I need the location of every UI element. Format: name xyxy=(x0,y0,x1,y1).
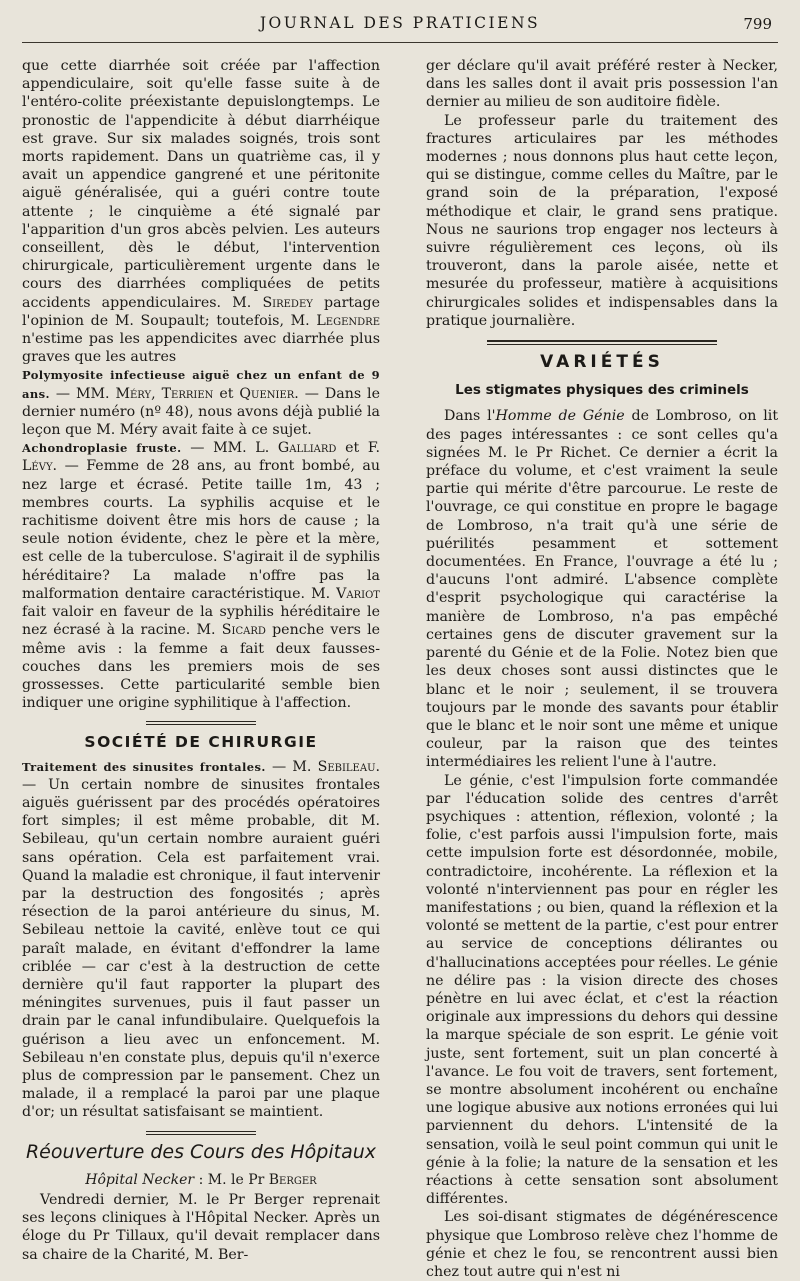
page-number: 799 xyxy=(743,15,772,33)
paragraph: Vendredi dernier, M. le Pr Berger reprenait ses leçons cliniques à l'Hôpital Necker. Après un éloge du Pr Tillaux, qu'il devait remplacer dans sa chaire de la Charité, M. Ber- xyxy=(22,1191,380,1263)
section-heading: VARIÉTÉS xyxy=(540,352,664,373)
section-divider xyxy=(146,1131,256,1135)
run-in-heading: Polymyosite infectieuse aiguë chez un enfant de 9 ans. xyxy=(22,368,380,401)
paragraph: ger déclare qu'il avait préféré rester à Necker, dans les salles dont il avait pris possession l'an dernier au milieu de son auditoire fidèle. xyxy=(426,58,778,111)
article-title: Les stigmates physiques des criminels xyxy=(455,382,749,399)
two-column-body xyxy=(22,57,778,1281)
paragraph: Dans l'Homme de Génie de Lombroso, on lit des pages intéressantes : ce sont celles qu'a signées M. le Pr Richet. Ce dernier a écrit la préface du volume, et c'est vraiment la seule partie qui mérite d'être parcourue. Le reste de l'ouvrage, ce qui constitue en propre le bagage de Lombroso, n'a trait qu'à une série de puérilités pesamment et sottement documentées. En France, l'ouvrage a été lu ; d'aucuns l'ont admiré. L'absence complète d'esprit psychologique qui caractérise la manière de Lombroso, n'a pas empêché certaines gens de discuter gravement sur la parenté du Génie et de la Folie. Notez bien que les deux choses sont aussi distinctes que le blanc et le noir ; seulement, il se trouvera toujours par le monde des savants pour établir que le blanc et le noir sont une même et unique couleur, par la raison que des teintes intermédiaires les relient l'une à l'autre. xyxy=(426,408,779,771)
section-heading: Réouverture des Cours des Hôpitaux xyxy=(25,1140,377,1163)
paragraph: Les soi-disant stigmates de dégénérescence physique que Lombroso relève chez l'homme de génie et chez le fou, se rencontrent aussi bien chez tout autre qui n'est ni xyxy=(426,1209,778,1280)
running-header xyxy=(22,10,778,43)
section-divider xyxy=(487,340,717,345)
section-heading: SOCIÉTÉ DE CHIRURGIE xyxy=(84,733,318,752)
paragraph: Le professeur parle du traitement des fractures articulaires par les méthodes modernes ; nous donnons plus haut cette leçon, qui se distingue, comme celles du Maître, par le grand soin de la préparation, l'exposé méthodique et clair, le grand sens pratique. Nous ne saurions trop engager nos lecteurs à suivre régulièrement ces leçons, où ils trouveront, dans la parole aisée, nette et mesurée du professeur, matière à acquisitions chirurgicales solides et indispensables dans la pratique journalière. xyxy=(426,112,778,329)
run-in-heading: Achondroplasie fruste. xyxy=(22,441,182,456)
section-divider xyxy=(146,721,256,725)
paragraph: Polymyosite infectieuse aiguë chez un enfant de 9 ans. — MM. Méry, Terrien et Quenier. — Dans le dernier numéro (nº 48), nous avons déjà publié la leçon que M. Méry avait faite à ce sujet. xyxy=(22,368,380,439)
paragraph: Traitement des sinusites frontales. — M. Sebileau. — Un certain nombre de sinusites frontales aiguës guérissent par des procédés opératoires fort simples; il est même probable, dit M. Sebileau, qu'un certain nombre auraient guéri sans opération. Cela est parfaitement vrai. Quand la maladie est chronique, il faut intervenir par la destruction des fongosités ; après résection de la paroi antérieure du sinus, M. Sebileau nettoie la cavité, enlève tout ce qui paraît malade, en évitant d'effondrer la lame criblée — car c'est à la destruction de cette dernière qu'il faut rapporter la plupart des méningites survenues, puis il faut passer un drain par le canal infundibulaire. Quelquefois la guérison a lieu avec un enfoncement. M. Sebileau n'en constate plus, depuis qu'il n'exerce plus de compression par le pansement. Chez un malade, il a remplacé la paroi par une plaque d'or; un résultat satisfaisant se maintient. xyxy=(22,758,381,1121)
right-column xyxy=(426,57,778,1281)
hospital-subheading: Hôpital Necker : M. le Pr Berger xyxy=(85,1171,317,1188)
left-column xyxy=(22,57,380,1281)
run-in-heading: Traitement des sinusites frontales. xyxy=(22,759,266,774)
paragraph: que cette diarrhée soit créée par l'affection appendiculaire, soit qu'elle fasse suite à de l'entéro-colite préexistante depuislongtemps. Le pronostic de l'appendicite à début diarrhéique est grave. Sur six malades soignés, trois sont morts rapidement. Dans un quatrième cas, il y avait un appendice gangrené et une péritonite aiguë généralisée, qui a guéri contre toute attente ; le cinquième a été signalé par l'apparition d'un gros abcès pelvien. Les auteurs conseillent, dès le début, l'intervention chirurgicale, particulièrement urgente dans le cours des diarrhées compliquées de petits accidents appendiculaires. M. Siredey partage l'opinion de M. Soupault; toutefois, M. Legendre n'estime pas les appendicites avec diarrhée plus graves que les autres xyxy=(22,58,381,366)
paragraph: Achondroplasie fruste. — MM. L. Galliard et F. Lévy. — Femme de 28 ans, au front bombé, au nez large et écrasé. Petite taille 1m, 43 ; membres courts. La syphilis acquise et le rachitisme doivent être mis hors de cause ; la seule notion évidente, chez le père et la mère, est celle de la tuberculose. S'agirait il de syphilis héréditaire? La malade n'offre pas la malformation dentaire caractéristique. M. Variot fait valoir en faveur de la syphilis héréditaire le nez écrasé à la racine. M. Sicard penche vers le même avis : la femme a fait deux fausses-couches dans les premiers mois de ses grossesses. Cette particularité semble bien indiquer une origine syphilitique à l'affection. xyxy=(22,440,381,712)
paragraph: Le génie, c'est l'impulsion forte commandée par l'éducation solide des centres d'arrêt psychiques : attention, réflexion, volonté ; la folie, c'est parfois aussi l'impulsion forte, mais cette impulsion forte est désordonnée, mobile, contradictoire, incohérente. La réflexion et la volonté n'interviennent pas pour en régler les manifestations ; ou bien, quand la réflexion et la volonté se mettent de la partie, c'est pour entrer au service de conceptions délirantes ou d'hallucinations acceptées pour réelles. Le génie ne délire pas : la vision directe des choses pénètre en lui avec éclat, et c'est la réaction originale aux impressions du dehors qui dessine la marque spéciale de son esprit. Le génie voit juste, sent fortement, suit un plan concerté à l'avance. Le fou voit de travers, sent fortement, se montre absolument incohérent ou enchaîne une logique abusive aux notions erronées qui lui parviennent du dehors. L'intensité de la sensation, voilà le seul point commun qui unit le génie à la folie; la nature de la sensation et les réactions à cette sensation sont absolument différentes. xyxy=(426,772,778,1208)
journal-title: JOURNAL DES PRATICIENS xyxy=(259,14,541,32)
